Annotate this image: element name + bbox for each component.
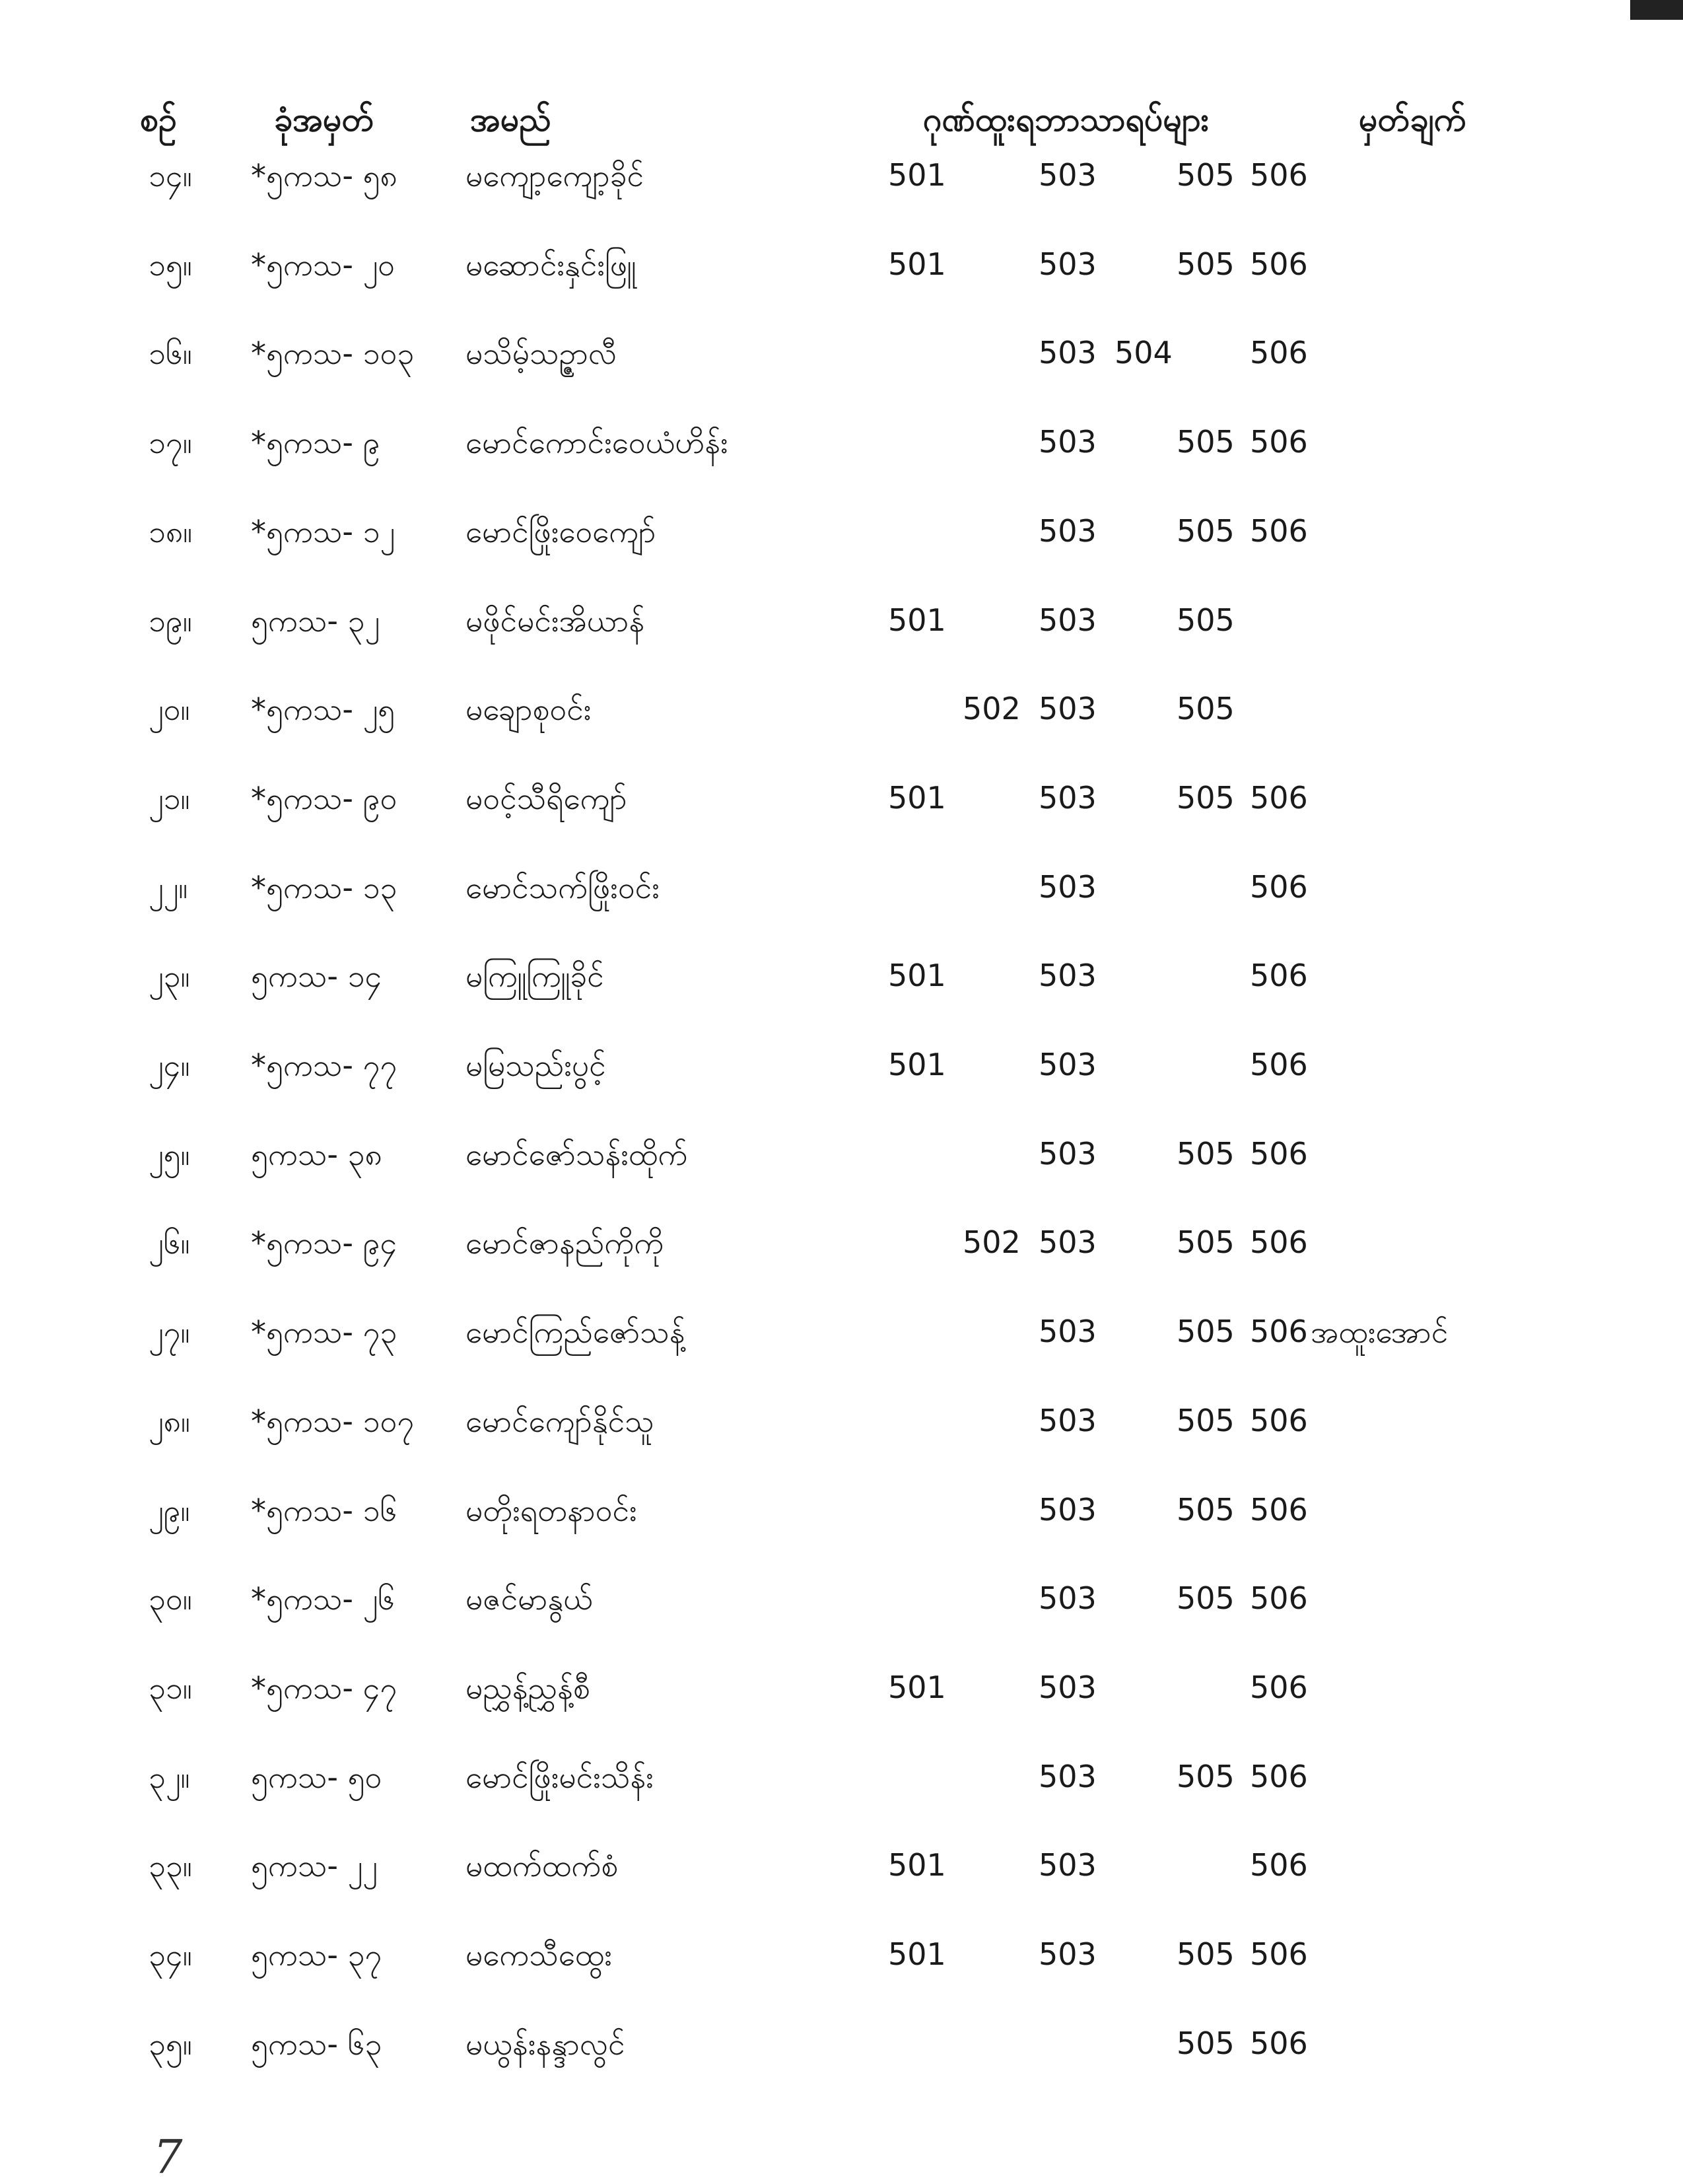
table-row: [0, 1314, 1683, 1366]
table-row: [0, 869, 1683, 922]
roll-number: *၅ကသ- ၉: [251, 425, 380, 460]
roll-number: ၅ကသ- ၃၈: [251, 1137, 382, 1172]
serial-number: ၃၅။: [149, 2026, 192, 2062]
table-row: [0, 157, 1683, 210]
roll-number: ၅ကသ- ၁၄: [251, 958, 382, 994]
serial-number: ၁၅။: [149, 247, 192, 283]
subject-506: 506: [1250, 157, 1308, 193]
subject-505: 505: [1177, 424, 1235, 460]
table-row: [0, 1403, 1683, 1456]
table-row: [0, 2025, 1683, 2078]
subject-505: 505: [1177, 1936, 1235, 1972]
table-row: [0, 1759, 1683, 1812]
table-row: [0, 1492, 1683, 1545]
table-row: [0, 1936, 1683, 1989]
subject-505: 505: [1177, 1403, 1235, 1438]
table-row: [0, 1047, 1683, 1100]
subject-506: 506: [1250, 780, 1308, 816]
table-row: [0, 335, 1683, 388]
student-name: မောင်ကြည်ဇော်သန့်: [465, 1314, 685, 1350]
subject-506: 506: [1250, 513, 1308, 549]
subject-505: 505: [1177, 1759, 1235, 1794]
roll-number: *၅ကသ- ၇၇: [251, 1047, 397, 1083]
table-row: [0, 780, 1683, 833]
student-name: မောင်ဇာနည်ကိုကို: [465, 1225, 664, 1261]
serial-number: ၁၇။: [149, 425, 192, 460]
roll-number: ၅ကသ- ၃၇: [251, 1937, 382, 1973]
roll-number: *၅ကသ- ၂၅: [251, 691, 395, 727]
roll-number: ၅ကသ- ၃၂: [251, 603, 380, 639]
subject-503: 503: [1039, 602, 1097, 638]
serial-number: ၃၄။: [149, 1937, 192, 1973]
serial-number: ၂၁။: [149, 781, 190, 816]
serial-number: ၁၈။: [149, 514, 193, 549]
serial-number: ၂၈။: [149, 1403, 190, 1439]
roll-number: ၅ကသ- ၂၂: [251, 1848, 378, 1884]
header-remark: မှတ်ချက်: [1359, 100, 1466, 139]
table-row: [0, 513, 1683, 566]
subject-506: 506: [1250, 1314, 1308, 1349]
subject-503: 503: [1039, 691, 1097, 726]
student-name: မမြသည်းပွင့်: [465, 1047, 606, 1083]
serial-number: ၂၄။: [149, 1047, 190, 1083]
serial-number: ၁၉။: [149, 603, 192, 639]
student-name: မောင်ဇော်သန်းထိုက်: [465, 1137, 688, 1172]
subject-505: 505: [1177, 246, 1235, 282]
subject-505: 505: [1177, 2025, 1235, 2061]
student-name: မကေသီထွေး: [465, 1937, 612, 1973]
subject-501: 501: [888, 958, 946, 993]
table-row: [0, 1847, 1683, 1900]
subject-504: 504: [1115, 335, 1173, 370]
serial-number: ၂၀။: [149, 691, 190, 727]
subject-503: 503: [1039, 1224, 1097, 1260]
subject-506: 506: [1250, 1936, 1308, 1972]
subject-506: 506: [1250, 1759, 1308, 1794]
student-name: မတိုးရတနာဝင်း: [465, 1493, 637, 1528]
student-name: မောင်ဖြိုးမင်းသိန်း: [465, 1759, 654, 1795]
serial-number: ၂၅။: [149, 1137, 190, 1172]
subject-506: 506: [1250, 1136, 1308, 1172]
subject-501: 501: [888, 1047, 946, 1082]
subject-503: 503: [1039, 958, 1097, 993]
subject-503: 503: [1039, 424, 1097, 460]
table-row: [0, 602, 1683, 655]
subject-506: 506: [1250, 335, 1308, 370]
roll-number: *၅ကသ- ၉၀: [251, 781, 397, 816]
student-name: မဝင့်သီရိကျော်: [465, 781, 627, 816]
roll-number: *၅ကသ- ၂၆: [251, 1581, 395, 1617]
roll-number: *၅ကသ- ၇၃: [251, 1314, 397, 1350]
subject-506: 506: [1250, 246, 1308, 282]
subject-502: 502: [963, 1224, 1021, 1260]
serial-number: ၂၃။: [149, 958, 190, 994]
student-name: မောင်ဖြိုးဝေကျော်: [465, 514, 656, 549]
table-row: [0, 1136, 1683, 1189]
student-name: မဇင်မာနွယ်: [465, 1581, 593, 1617]
serial-number: ၃၃။: [149, 1848, 192, 1884]
student-name: မောင်ကျော်နိုင်သူ: [465, 1403, 654, 1439]
student-name: မညွှန့်ညွှန့်စီ: [465, 1670, 590, 1706]
subject-501: 501: [888, 157, 946, 193]
student-name: မယွန်းနန္ဒာလွင်: [465, 2026, 625, 2062]
roll-number: *၅ကသ- ၁၃: [251, 870, 397, 905]
subject-506: 506: [1250, 1224, 1308, 1260]
scan-edge-mark: [1630, 0, 1683, 20]
subject-503: 503: [1039, 1136, 1097, 1172]
student-name: မကျော့ကျော့ခိုင်: [465, 158, 644, 194]
subject-506: 506: [1250, 1047, 1308, 1082]
serial-number: ၁၄။: [149, 158, 192, 194]
subject-503: 503: [1039, 1492, 1097, 1528]
subject-503: 503: [1039, 513, 1097, 549]
subject-503: 503: [1039, 1847, 1097, 1883]
serial-number: ၂၇။: [149, 1314, 190, 1350]
subject-506: 506: [1250, 958, 1308, 993]
subject-501: 501: [888, 1847, 946, 1883]
subject-506: 506: [1250, 869, 1308, 905]
subject-503: 503: [1039, 1759, 1097, 1794]
table-row: [0, 424, 1683, 477]
subject-501: 501: [888, 1936, 946, 1972]
subject-503: 503: [1039, 335, 1097, 370]
student-name: မထက်ထက်စံ: [465, 1848, 619, 1884]
header-distinction-subjects: ဂုဏ်ထူးရဘာသာရပ်များ: [923, 100, 1210, 139]
student-name: မသိမ့်သဥ္ဇာလီ: [465, 335, 617, 371]
subject-505: 505: [1177, 1136, 1235, 1172]
table-row: [0, 958, 1683, 1010]
serial-number: ၃၀။: [149, 1581, 192, 1617]
subject-503: 503: [1039, 1047, 1097, 1082]
subject-501: 501: [888, 780, 946, 816]
subject-506: 506: [1250, 1847, 1308, 1883]
student-name: မောင်သက်ဖြိုးဝင်း: [465, 870, 660, 905]
subject-506: 506: [1250, 1580, 1308, 1616]
subject-503: 503: [1039, 780, 1097, 816]
subject-505: 505: [1177, 1492, 1235, 1528]
subject-505: 505: [1177, 780, 1235, 816]
subject-505: 505: [1177, 602, 1235, 638]
subject-505: 505: [1177, 1580, 1235, 1616]
subject-503: 503: [1039, 1580, 1097, 1616]
subject-506: 506: [1250, 424, 1308, 460]
roll-number: ၅ကသ- ၆၃: [251, 2026, 382, 2062]
subject-503: 503: [1039, 1403, 1097, 1438]
student-name: မဆောင်းနှင်းဖြူ: [465, 247, 636, 283]
table-row: [0, 1670, 1683, 1722]
subject-503: 503: [1039, 157, 1097, 193]
roll-number: *၅ကသ- ၁၀၃: [251, 335, 415, 371]
header-serial: စဥ်: [140, 100, 177, 139]
roll-number: *၅ကသ- ၁၆: [251, 1493, 397, 1528]
table-row: [0, 246, 1683, 299]
subject-503: 503: [1039, 1936, 1097, 1972]
subject-503: 503: [1039, 1314, 1097, 1349]
subject-505: 505: [1177, 513, 1235, 549]
subject-506: 506: [1250, 1670, 1308, 1705]
serial-number: ၂၉။: [149, 1493, 190, 1528]
serial-number: ၃၁။: [149, 1670, 192, 1706]
student-name: မချောစုဝင်း: [465, 691, 592, 727]
subject-506: 506: [1250, 1492, 1308, 1528]
serial-number: ၂၆။: [149, 1225, 190, 1261]
serial-number: ၂၂။: [149, 870, 188, 905]
student-name: မဖိုင်မင်းအိယာန်: [465, 603, 645, 639]
subject-505: 505: [1177, 157, 1235, 193]
student-name: မကြူကြူခိုင်: [465, 958, 604, 994]
student-name: မောင်ကောင်းဝေယံဟိန်း: [465, 425, 728, 460]
subject-505: 505: [1177, 691, 1235, 726]
header-name: အမည်: [470, 100, 551, 139]
subject-501: 501: [888, 246, 946, 282]
remark: အထူးအောင်: [1311, 1314, 1449, 1350]
subject-501: 501: [888, 1670, 946, 1705]
subject-505: 505: [1177, 1314, 1235, 1349]
subject-503: 503: [1039, 1670, 1097, 1705]
subject-506: 506: [1250, 2025, 1308, 2061]
serial-number: ၃၂။: [149, 1759, 190, 1795]
table-row: [0, 691, 1683, 744]
table-row: [0, 1224, 1683, 1277]
subject-503: 503: [1039, 246, 1097, 282]
roll-number: ၅ကသ- ၅၀: [251, 1759, 382, 1795]
subject-506: 506: [1250, 1403, 1308, 1438]
page-number: 7: [153, 2130, 183, 2184]
roll-number: *၅ကသ- ၁၀၇: [251, 1403, 415, 1439]
subject-505: 505: [1177, 1224, 1235, 1260]
serial-number: ၁၆။: [149, 335, 192, 371]
roll-number: *၅ကသ- ၄၇: [251, 1670, 397, 1706]
roll-number: *၅ကသ- ၁၂: [251, 514, 395, 549]
subject-503: 503: [1039, 869, 1097, 905]
subject-502: 502: [963, 691, 1021, 726]
table-row: [0, 1580, 1683, 1633]
header-roll-number: ခုံအမှတ်: [274, 100, 374, 139]
roll-number: *၅ကသ- ၅၈: [251, 158, 397, 194]
subject-501: 501: [888, 602, 946, 638]
roll-number: *၅ကသ- ၂၀: [251, 247, 395, 283]
roll-number: *၅ကသ- ၉၄: [251, 1225, 397, 1261]
